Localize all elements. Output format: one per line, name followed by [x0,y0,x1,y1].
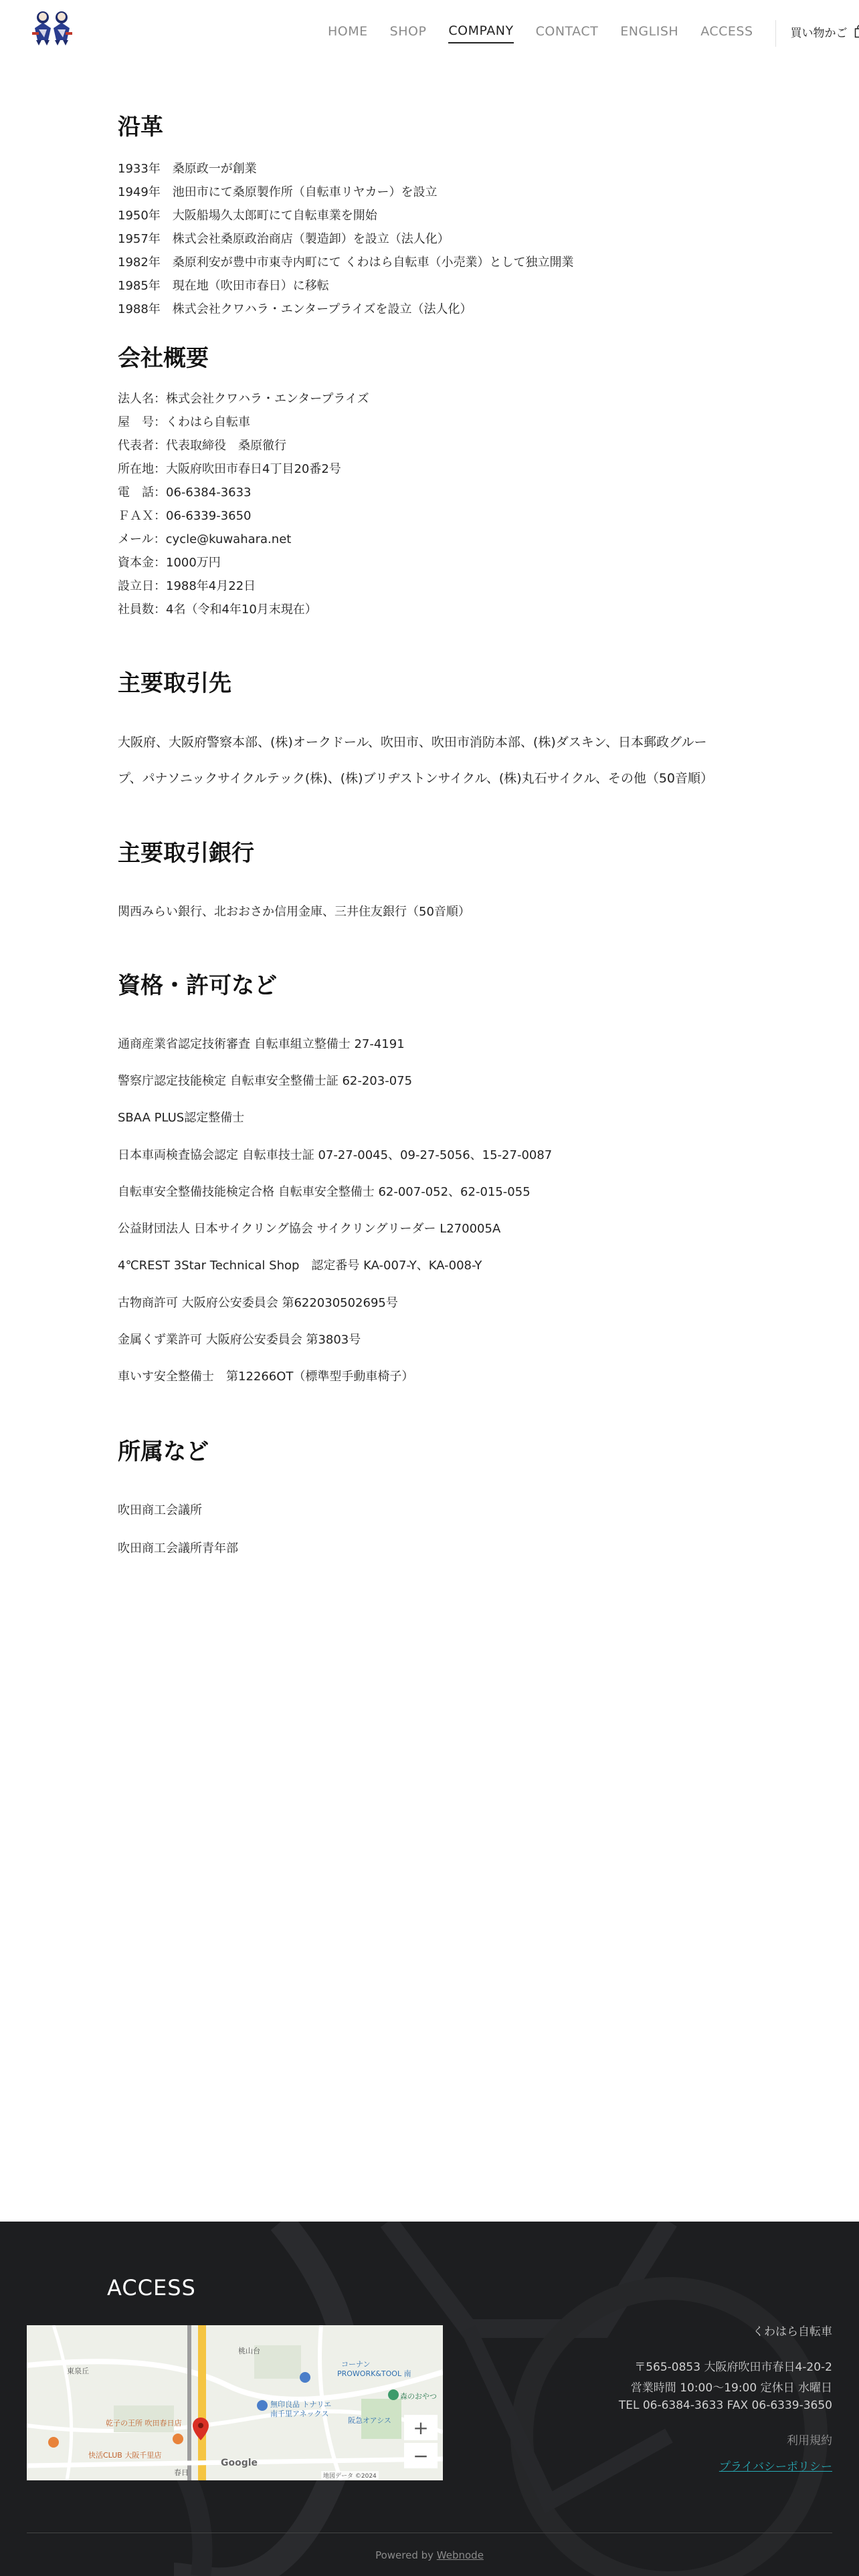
cart-label: 買い物かご [790,26,848,40]
map-label: 無印良品 トナリエ [270,2400,332,2409]
affiliation-item: 吹田商工会議所 [118,1503,202,1517]
shop-hours: 営業時間 10:00～19:00 定休日 水曜日 [630,2381,832,2395]
access-heading: ACCESS [107,2275,196,2300]
license-item: 金属くず業許可 大阪府公安委員会 第3803号 [118,1333,361,1347]
license-item: 4℃REST 3Star Technical Shop 認定番号 KA-007-Y、KA-008-Y [118,1259,482,1273]
overview-item: メール：cycle@kuwahara.net [118,532,292,546]
map-label: 阪急オアシス [348,2416,391,2425]
map-label: 乾子の王所 吹田春日店 [106,2419,182,2428]
webnode-link[interactable]: Webnode [436,2549,484,2561]
privacy-policy-link[interactable]: プライバシーポリシー [719,2460,832,2474]
license-item: SBAA PLUS認定整備士 [118,1111,245,1125]
license-item: 日本車両検査協会認定 自転車技士証 07-27-0045、09-27-5056、15-27-0087 [118,1148,553,1162]
overview-heading: 会社概要 [118,345,209,372]
nav-contact[interactable]: CONTACT [535,24,599,39]
logo-icon[interactable] [29,8,75,47]
shop-address: 〒565-0853 大阪府吹田市春日4-20-2 [634,2361,832,2374]
nav-home[interactable]: HOME [328,24,368,39]
google-map[interactable] [27,2325,443,2480]
overview-item: 屋 号：くわはら自転車 [118,415,250,429]
license-item: 車いす安全整備士 第12266OT（標準型手動車椅子） [118,1370,414,1384]
nav-shop[interactable]: SHOP [389,24,427,39]
history-heading: 沿革 [118,114,163,140]
overview-item: 代表者：代表取締役 桑原徹行 [118,439,286,453]
history-item: 1950年 大阪船場久太郎町にて自転車業を開始 [118,209,377,223]
main-nav [328,20,859,47]
overview-item: 法人名：株式会社クワハラ・エンタープライズ [118,392,369,406]
history-item: 1988年 株式会社クワハラ・エンタープライズを設立（法人化） [118,302,472,316]
powered-by-text: Powered by [375,2549,437,2561]
footer-info [619,2322,832,2474]
terms-link[interactable]: 利用規約 [787,2434,832,2448]
history-item: 1949年 池田市にて桑原製作所（自転車リヤカー）を設立 [118,185,438,199]
overview-item: 社員数：4名（令和4年10月末現在） [118,603,317,617]
nav-access[interactable]: ACCESS [700,24,753,39]
partners-text: プ、パナソニックサイクルテック(株)、(株)ブリヂストンサイクル、(株)丸石サイクル、その他（50音順） [118,771,714,786]
map-label: PROWORK&TOOL 南 [337,2369,411,2378]
map-attribution: 地図データ ©2024 [321,2471,379,2480]
map-zoom-out-button[interactable]: − [404,2443,438,2468]
map-zoom-in-button[interactable]: + [404,2415,438,2440]
nav-divider [775,20,776,47]
history-item: 1985年 現在地（吹田市春日）に移転 [118,279,329,293]
site-footer [0,2222,859,2576]
license-item: 公益財団法人 日本サイクリング協会 サイクリングリーダー L270005A [118,1222,501,1236]
overview-item: 設立日：1988年4月22日 [118,579,256,593]
map-label: コーナン [341,2360,371,2369]
shop-tel-fax: TEL 06-6384-3633 FAX 06-6339-3650 [618,2399,832,2412]
overview-item: 資本金：1000万円 [118,556,221,570]
powered-by [0,2549,859,2561]
license-item: 自転車安全整備技能検定合格 自転車安全整備士 62-007-052、62-015-055 [118,1185,531,1199]
history-item: 1982年 桑原利安が豊中市東寺内町にて くわはら自転車（小売業）として独立開業 [118,255,574,270]
cart-button[interactable] [791,23,859,44]
map-label: 桃山台 [238,2347,260,2355]
overview-item: ＦＡＸ：06-6339-3650 [118,509,252,523]
map-label: 快活CLUB 大阪千里店 [88,2451,162,2460]
affiliations-heading: 所属など [118,1438,209,1465]
history-item: 1933年 桑原政一が創業 [118,162,257,176]
banks-text: 関西みらい銀行、北おおさか信用金庫、三井住友銀行（50音順） [118,905,470,919]
license-item: 古物商許可 大阪府公安委員会 第622030502695号 [118,1296,398,1310]
partners-text: 大阪府、大阪府警察本部、(株)オークドール、吹田市、吹田市消防本部、(株)ダスキン、日本郵政グルー [118,735,707,750]
licenses-heading: 資格・許可など [118,972,277,999]
map-label: 南千里アネックス [270,2409,329,2418]
partners-heading: 主要取引先 [118,670,231,697]
nav-company[interactable]: COMPANY [448,23,513,43]
history-item: 1957年 株式会社桑原政治商店（製造卸）を設立（法人化） [118,232,450,246]
overview-item: 電 話：06-6384-3633 [118,486,252,500]
license-item: 通商産業省認定技術審査 自転車組立整備士 27-4191 [118,1037,405,1051]
overview-item: 所在地：大阪府吹田市春日4丁目20番2号 [118,462,341,476]
banks-heading: 主要取引銀行 [118,840,254,867]
map-label: Google [221,2458,258,2468]
license-item: 警察庁認定技能検定 自転車安全整備士証 62-203-075 [118,1074,413,1088]
shop-name: くわはら自転車 [753,2325,832,2339]
map-label: 春日 [174,2468,189,2477]
site-header [0,0,859,56]
map-label: 東泉丘 [67,2367,89,2375]
affiliation-item: 吹田商工会議所青年部 [118,1541,238,1555]
map-label: 森のおやつ [400,2392,437,2401]
nav-english[interactable]: ENGLISH [620,24,679,39]
shopping-bag-icon [854,25,859,38]
